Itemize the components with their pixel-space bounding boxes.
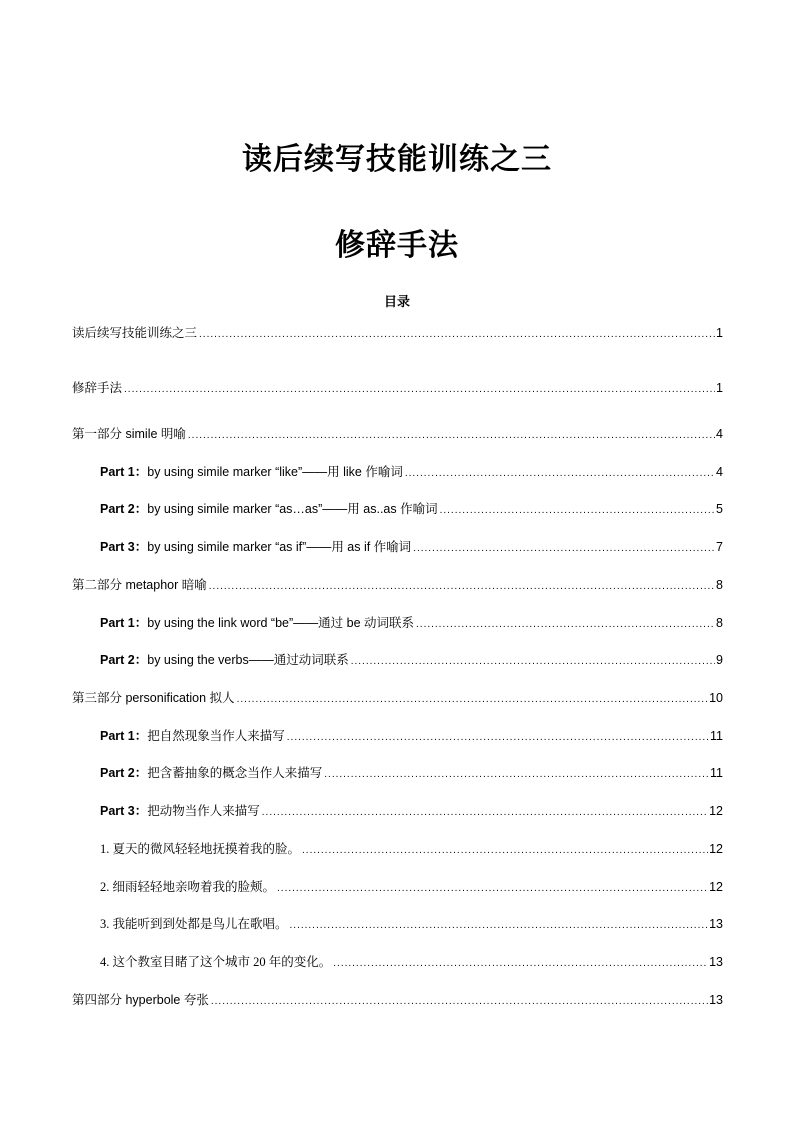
- toc-entry[interactable]: [100, 802, 723, 820]
- toc-entry-label: 把动物当作人来描写: [147, 804, 260, 818]
- toc-entry-prefix: Part 2：: [100, 653, 148, 667]
- document-subtitle: 修辞手法: [335, 229, 459, 262]
- toc-entry[interactable]: [100, 463, 723, 481]
- toc-entry-page: 11: [710, 766, 723, 780]
- toc-entry-label: 读后续写技能训练之三: [72, 326, 198, 340]
- toc-entry-prefix: Part 1：: [100, 616, 148, 630]
- toc-dot-leader: [287, 731, 709, 745]
- toc-dot-leader: [324, 768, 709, 782]
- toc-dot-leader: [333, 957, 708, 971]
- toc-entry-label: 第一部分 simile 明喻: [72, 427, 186, 441]
- toc-entry-label: 1. 夏天的微风轻轻地抚摸着我的脸。: [100, 842, 301, 856]
- toc-entry[interactable]: [100, 878, 723, 896]
- toc-entry-page: 10: [709, 691, 723, 705]
- toc-entry-prefix: Part 1：: [100, 729, 148, 743]
- toc-entry-label: 第四部分 hyperbole 夸张: [72, 993, 209, 1007]
- toc-entry-page: 4: [716, 465, 723, 479]
- toc-entry-page: 8: [716, 616, 723, 630]
- toc-entry[interactable]: [72, 576, 723, 594]
- toc-entry[interactable]: [100, 500, 723, 518]
- toc-entry-page: 13: [709, 917, 723, 931]
- toc-entry-page: 12: [709, 842, 723, 856]
- toc-dot-leader: [188, 429, 715, 443]
- toc-entry-page: 8: [716, 578, 723, 592]
- toc-entry-label: by using simile marker “as…as”——用 as..as 作喻词: [147, 502, 438, 516]
- toc-entry[interactable]: [100, 614, 723, 632]
- toc-heading: 目录: [383, 294, 410, 309]
- toc-entry-prefix: Part 3：: [100, 804, 148, 818]
- toc-dot-leader: [413, 542, 715, 556]
- toc-dot-leader: [124, 383, 715, 397]
- toc-entry-label: 2. 细雨轻轻地亲吻着我的脸颊。: [100, 880, 276, 894]
- toc-entry-page: 9: [716, 653, 723, 667]
- toc-entry-label: 修辞手法: [72, 381, 123, 395]
- toc-entry-label: 第二部分 metaphor 暗喻: [72, 578, 207, 592]
- toc-entry[interactable]: [100, 538, 723, 556]
- toc-entry-label: 把含蓄抽象的概念当作人来描写: [147, 766, 323, 780]
- toc-entry-page: 7: [716, 540, 723, 554]
- toc-entry-page: 1: [716, 381, 723, 395]
- toc-entry-prefix: Part 1：: [100, 465, 148, 479]
- toc-entry-page: 1: [716, 326, 723, 340]
- toc-entry-label: by using the link word “be”——通过 be 动词联系: [147, 616, 415, 630]
- toc-dot-leader: [405, 467, 715, 481]
- toc-dot-leader: [199, 328, 715, 342]
- toc-entry[interactable]: [72, 324, 723, 342]
- toc-dot-leader: [416, 618, 715, 632]
- toc-entry[interactable]: [100, 651, 723, 669]
- toc-entry[interactable]: [72, 379, 723, 397]
- toc-entry[interactable]: [100, 915, 723, 933]
- toc-dot-leader: [351, 655, 715, 669]
- toc-entry-label: 把自然现象当作人来描写: [147, 729, 285, 743]
- toc-entry-label: by using the verbs——通过动词联系: [147, 653, 349, 667]
- toc-entry[interactable]: [100, 764, 723, 782]
- toc-dot-leader: [211, 995, 708, 1009]
- toc-dot-leader: [440, 504, 715, 518]
- toc-entry-label: 4. 这个教室目睹了这个城市 20 年的变化。: [100, 955, 332, 969]
- toc-dot-leader: [277, 882, 708, 896]
- toc-entry-page: 11: [710, 729, 723, 743]
- toc-entry-label: by using simile marker “as if”——用 as if 作喻词: [147, 540, 412, 554]
- toc-dot-leader: [237, 693, 709, 707]
- toc-entry[interactable]: [100, 727, 723, 745]
- toc-entry-prefix: Part 2：: [100, 502, 148, 516]
- toc-entry[interactable]: [72, 991, 723, 1009]
- toc-entry-prefix: Part 2：: [100, 766, 148, 780]
- toc-entry-page: 13: [709, 955, 723, 969]
- toc-entry-page: 4: [716, 427, 723, 441]
- toc-dot-leader: [209, 580, 715, 594]
- toc-entry-label: by using simile marker “like”——用 like 作喻词: [147, 465, 403, 479]
- toc-entry-label: 第三部分 personification 拟人: [72, 691, 235, 705]
- toc-entry[interactable]: [72, 425, 723, 443]
- toc-entry-page: 5: [716, 502, 723, 516]
- toc-entry-page: 12: [709, 804, 723, 818]
- toc-dot-leader: [302, 844, 708, 858]
- toc-dot-leader: [262, 806, 708, 820]
- toc-entry-prefix: Part 3：: [100, 540, 148, 554]
- toc-entry[interactable]: [100, 953, 723, 971]
- toc-entry-page: 12: [709, 880, 723, 894]
- toc-entry[interactable]: [72, 689, 723, 707]
- document-title: 读后续写技能训练之三: [242, 143, 552, 176]
- toc-dot-leader: [290, 919, 709, 933]
- toc-entry[interactable]: [100, 840, 723, 858]
- toc-entry-page: 13: [709, 993, 723, 1007]
- toc-entry-label: 3. 我能听到到处都是鸟儿在歌唱。: [100, 917, 288, 931]
